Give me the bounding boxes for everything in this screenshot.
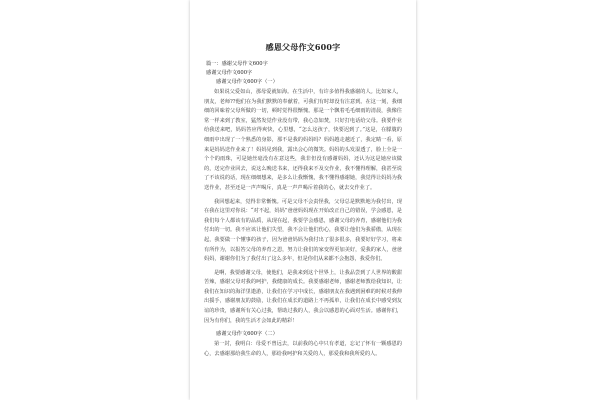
document-title: 感恩父母作文600字 [265, 42, 341, 52]
section-heading-2: 感谢父母作文600字 [206, 70, 253, 76]
paragraph-1: 如果说父爱如山，那母爱就如海。在生活中，有许多值得我感谢的人。比如家人，朋友，老师??他们在为我们默默的奉献着，可我们有时却没有注意到。在这一刻，我细细的回味着父母所做的一切，顿时觉得很惭愧。那是一个飘着毛毛细雨的清晨，我像往常一样来到了教室，猛然发觉作业没有带，我心急如焚，只好打电话给父母。我要作业给我送来吧，妈妈答应得爽快，心里想，“怎么这孩子，快要迟到了。”这是，在朦胧的细雨中出现了一个熟悉的身影，那不是我的妈妈吗？妈妈越走越近了，我定睛一看，原来是妈妈送作业来了！妈妈见到我，露出会心的微笑。妈妈的头发湿透了，脸上全是一个个的雨珠，可是她丝毫没有在意这些，我非但没有感谢妈妈，还认为这是她应该做的，送完作业回去，说这么晚送书来，还得我来不及交作业，我不懂得理解，我甚至说了不该说的话，现在细细想来，是多么让我惭愧，我不懂得感谢她，我觉得让妈妈为我送作业，甚至还是一声声喝斥，真是一声声喝斥着我的心，就去交作业了。 [204, 89, 402, 191]
section-heading-3: 感谢父母作文600字（一） [216, 79, 278, 85]
section-heading-1: 篇一：感谢父母作文600字 [206, 61, 268, 67]
paragraph-2: 我回想起来，觉得非常惭愧。可是父母不会责怪我，父母总是默默地为我付出，现在我在这里对你说：“对不起，妈妈”爸爸妈妈现在开始改正自己的错误，学会感恩，是我们每个人都该有的品质，从现在起，我要学会感恩，感谢父母的养育，感谢他们为我付出的一切。我不应该让他们失望，我不会让他们伤心，我要让他们为我骄傲，从现在起，我要做一个懂事的孩子，因为爸爸妈妈为我付出了很多很多，我要好好学习，将来有所作为，以报答父母的养育之恩，努力让我们的家变得更加美好，爱我的家人，爸爸妈妈，谢谢你们为了我付出了这么多年，但是你们从来都不会抱怨，我爱你们。 [204, 198, 402, 263]
paragraph-4: 第一封，我明白：母爱不曾远去，以前我的心中只有孝道，忘记了怀有一颗感恩的心，去感谢那给我生命的人，那给我呵护和关爱的人，那爱我和我所爱的人。 [204, 341, 402, 357]
section-heading-4: 感谢父母作文600字（二） [216, 331, 278, 338]
paragraph-3: 是啊，我要感谢父母，使他们，是我来到这个世界上，让我品尝到了人世界的酸甜苦辣，感谢父母对我的呵护，我健康的成长。我要感谢老师，感谢老师教给我知识，让我们在知识的海洋里遨游，让我们在学习中成长，感谢朋友在我遇到困难的时候对我伸出援手，感谢朋友的鼓励，让我们在成长的道路上不再孤单，让我们在成长中感受到友谊的珍贵，感谢所有关心过我，帮助过我的人，我会以感恩的心面对生活。感谢你们，因为有你们，我的生活才会如此的精彩！ [204, 269, 402, 324]
document-page [190, 0, 416, 400]
